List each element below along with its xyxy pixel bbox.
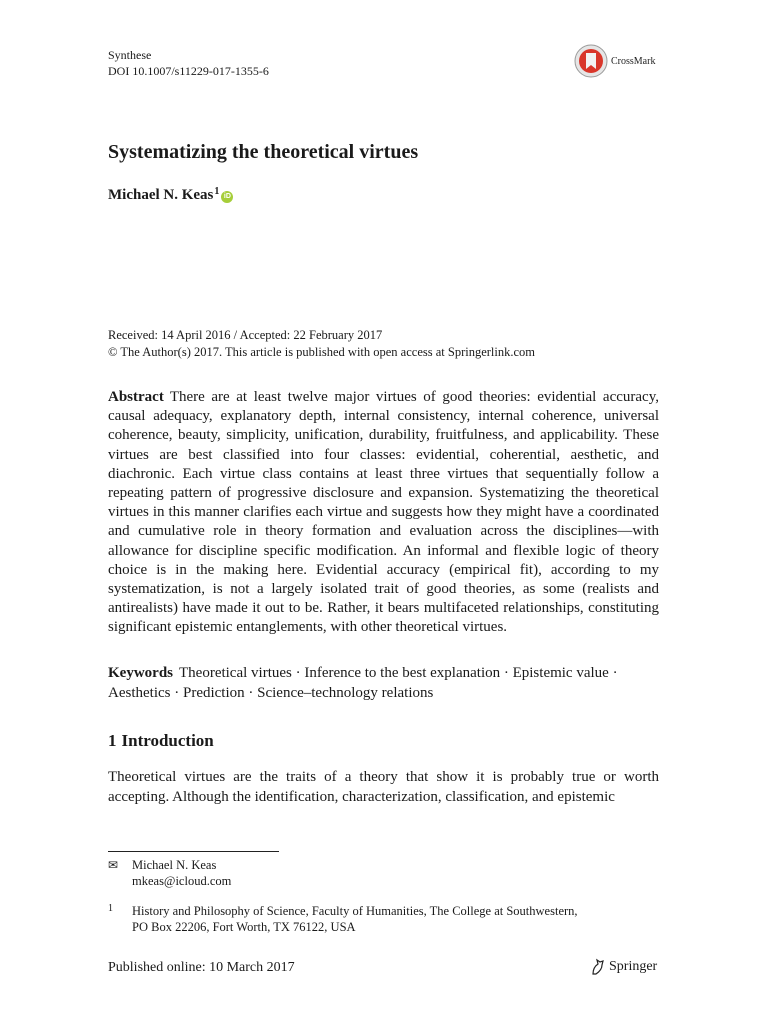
journal-header — [108, 47, 269, 79]
abstract — [108, 388, 659, 638]
crossmark-badge[interactable] — [574, 44, 655, 78]
affiliation-number: 1 — [108, 903, 113, 914]
copyright-notice: © The Author(s) 2017. This article is published with open access at Springerlink.com — [108, 345, 536, 359]
published-online: Published online: 10 March 2017 — [108, 960, 295, 975]
section-heading — [108, 731, 214, 751]
affiliation-line-1: History and Philosophy of Science, Faculty of Humanities, The College at Southwestern, — [132, 904, 578, 918]
springer-horse-icon — [590, 958, 606, 976]
crossmark-label: CrossMark — [611, 55, 656, 67]
abstract-label: Abstract — [108, 389, 164, 405]
affiliation-footnote — [108, 903, 578, 935]
journal-name: Synthese — [108, 48, 152, 62]
received-accepted: Received: 14 April 2016 / Accepted: 22 February 2017 — [108, 328, 383, 342]
section-number: 1 — [108, 731, 117, 750]
affiliation-line-2: PO Box 22206, Fort Worth, TX 76122, USA — [132, 920, 356, 934]
keywords-text: Theoretical virtues · Inference to the best explanation · Epistemic value · Aesthetics · Prediction · Science–technology relations — [108, 665, 618, 701]
keywords — [108, 664, 659, 703]
corresponding-author — [108, 857, 231, 889]
abstract-text: There are at least twelve major virtues of good theories: evidential accuracy, causal adequacy, explanatory depth, internal consistency, internal coherence, universal coherence, beauty, simplicity, unification, durability, fruitfulness, and applicability. These virtues are best classified into four classes: evidential, coherential, aesthetic, and diachronic. Each virtue class contains at least three virtues that sequentially follow a repeating pattern of progressive disclosure and expansion. Systematizing the theoretical virtues in this manner clarifies each virtue and suggests how they might have a coordinated and cumulative role in theory formation and evaluation across the disciplines—with allowance for discipline specific modification. An informal and flexible logic of theory choice is in the making here. Evidential accuracy (empirical fit), according to my systematization, is not a largely isolated trait of good theories, as some (realists and antirealists) have made it out to be. Rather, it bears multifaceted relationships, constituting significant epistemic entanglements, with other theoretical virtues. — [108, 389, 659, 636]
contact-name: Michael N. Keas — [132, 858, 217, 872]
publisher-logo — [590, 958, 657, 976]
intro-paragraph: Theoretical virtues are the traits of a theory that show it is probably true or worth accepting. Although the identification, characterization, classification, and epistemic — [108, 769, 659, 805]
author-name: Michael N. Keas — [108, 187, 214, 203]
author-affiliation-marker: 1 — [214, 186, 220, 197]
article-dates — [108, 327, 535, 361]
footnote-divider — [108, 851, 279, 852]
publisher-name: Springer — [609, 959, 658, 974]
orcid-icon[interactable]: iD — [221, 191, 233, 203]
section-title: Introduction — [121, 731, 214, 750]
crossmark-icon — [574, 44, 608, 78]
author-line — [108, 187, 233, 204]
keywords-label: Keywords — [108, 665, 173, 681]
article-title: Systematizing the theoretical virtues — [108, 141, 419, 163]
contact-email[interactable]: mkeas@icloud.com — [132, 874, 232, 888]
envelope-icon: ✉ — [108, 858, 119, 872]
doi[interactable]: DOI 10.1007/s11229-017-1355-6 — [108, 64, 269, 78]
